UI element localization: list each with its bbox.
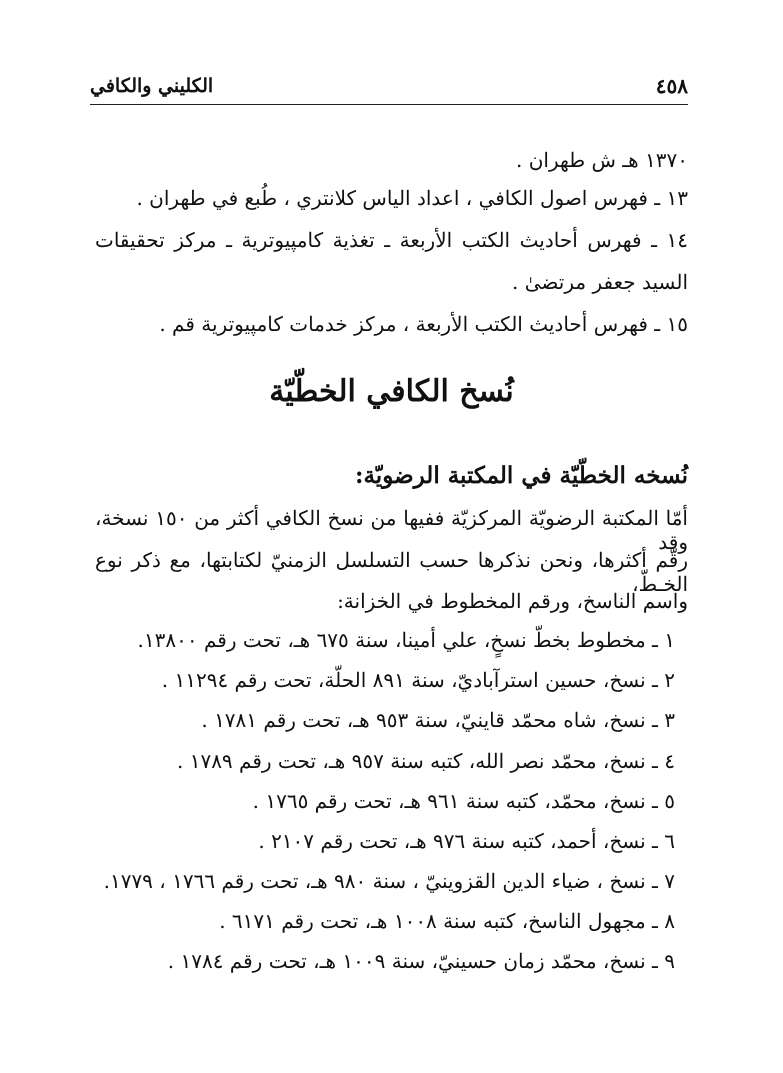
- bibliography-line: ١٣٧٠ هـ ش طهران .: [516, 148, 688, 172]
- paragraph-line: واسم الناسخ، ورقم المخطوط في الخزانة:: [337, 589, 688, 613]
- section-heading: نُسخه الخطّيّة في المكتبة الرضويّة:: [354, 462, 688, 489]
- manuscript-item: ٢ ـ نسخ، حسين استرآباديّ، سنة ٨٩١ الحلّة، تحت رقم ١١٢٩٤ .: [161, 668, 675, 692]
- running-title: الكليني والكافي: [90, 75, 214, 97]
- manuscript-item: ٥ ـ نسخ، محمّد، كتبه سنة ٩٦١ هـ، تحت رقم ١٧٦٥ .: [252, 789, 675, 813]
- manuscript-item: ١ ـ مخطوط بخطّ نسخٍ، علي أمينا، سنة ٦٧٥ هـ، تحت رقم ١٣٨٠٠.: [137, 628, 675, 652]
- manuscript-item: ٣ ـ نسخ، شاه محمّد قاينيّ، سنة ٩٥٣ هـ، تحت رقم ١٧٨١ .: [201, 708, 675, 732]
- manuscript-item: ٧ ـ نسخ ، ضياء الدين القزوينيّ ، سنة ٩٨٠ هـ، تحت رقم ١٧٦٦ ، ١٧٧٩.: [103, 869, 675, 893]
- manuscript-item: ٦ ـ نسخ، أحمد، كتبه سنة ٩٧٦ هـ، تحت رقم ٢١٠٧ .: [258, 829, 675, 853]
- paragraph-line: أمّا المكتبة الرضويّة المركزيّة ففيها من نسخ الكافي أكثر من ١٥٠ نسخة، وقد: [95, 506, 688, 554]
- page-number: ٤٥٨: [655, 74, 688, 98]
- bibliography-item-14: ١٤ ـ فهرس أحاديث الكتب الأربعة ـ تغذية كامپيوترية ـ مركز تحقيقات: [95, 228, 688, 252]
- page-header: [90, 68, 688, 105]
- bibliography-item-14-cont: السيد جعفر مرتضىٰ .: [512, 270, 688, 294]
- paragraph-line: رقّم أكثرها، ونحن نذكرها حسب التسلسل الزمنيّ لكتابتها، مع ذكر نوع الخـطّ،: [95, 548, 688, 596]
- chapter-title: نُسخ الكافي الخطّيّة: [269, 374, 514, 409]
- bibliography-item-15: ١٥ ـ فهرس أحاديث الكتب الأربعة ، مركز خدمات كامپيوترية قم .: [159, 312, 688, 336]
- bibliography-item-13: ١٣ ـ فهرس اصول الكافي ، اعداد الياس كلانتري ، طُبع في طهران .: [136, 186, 688, 210]
- manuscript-item: ٨ ـ مجهول الناسخ، كتبه سنة ١٠٠٨ هـ، تحت رقم ٦١٧١ .: [219, 909, 675, 933]
- manuscript-item: ٩ ـ نسخ، محمّد زمان حسينيّ، سنة ١٠٠٩ هـ، تحت رقم ١٧٨٤ .: [167, 949, 675, 973]
- manuscript-item: ٤ ـ نسخ، محمّد نصر الله، كتبه سنة ٩٥٧ هـ، تحت رقم ١٧٨٩ .: [176, 749, 675, 773]
